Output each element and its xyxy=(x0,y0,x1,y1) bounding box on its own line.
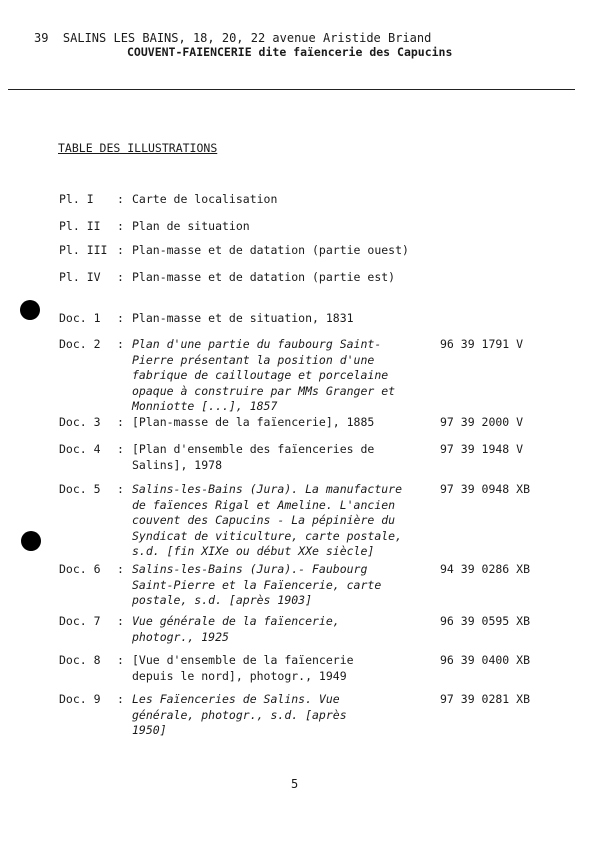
entry-description: [Plan-masse de la faïencerie], 1885 xyxy=(132,415,375,429)
entry-label: Doc. 8 xyxy=(59,653,101,667)
entry-description: Plan de situation xyxy=(132,219,250,233)
entry-label: Doc. 5 xyxy=(59,482,101,496)
entry-label: Doc. 1 xyxy=(59,311,101,325)
entry-colon: : xyxy=(117,415,124,429)
entry-colon: : xyxy=(117,442,124,456)
header-address: 39 SALINS LES BAINS, 18, 20, 22 avenue Aristide Briand xyxy=(34,31,432,45)
entry-description: [Vue d'ensemble de la faïencerie depuis le nord], photogr., 1949 xyxy=(132,653,354,683)
entry-label: Pl. IV xyxy=(59,270,101,284)
entry-colon: : xyxy=(117,243,124,257)
entry-description: Les Faïenceries de Salins. Vue générale, photogr., s.d. [après 1950] xyxy=(132,692,347,737)
entry-description: Plan d'une partie du faubourg Saint-Pierre présentant la position d'une fabrique de cailloutage et porcelaine opaque à construire par MMs Granger et Monniotte [...], 1857 xyxy=(132,337,396,413)
entry-label: Pl. III xyxy=(59,243,108,257)
entry-colon: : xyxy=(117,311,124,325)
entry-colon: : xyxy=(117,653,124,667)
entry-colon: : xyxy=(117,614,124,628)
header-rule xyxy=(8,89,575,90)
entry-description: Plan-masse et de datation (partie ouest) xyxy=(132,243,409,257)
entry-colon: : xyxy=(117,337,124,351)
entry-reference: 97 39 1948 V xyxy=(440,442,524,456)
entry-reference: 97 39 0948 XB xyxy=(440,482,531,496)
entry-reference: 97 39 0281 XB xyxy=(440,692,531,706)
entry-description: Plan-masse et de datation (partie est) xyxy=(132,270,396,284)
entry-reference: 96 39 1791 V xyxy=(440,337,524,351)
binder-hole xyxy=(21,531,41,551)
entry-reference: 94 39 0286 XB xyxy=(440,562,531,576)
entry-description: Salins-les-Bains (Jura). La manufacture de faïences Rigal et Ameline. L'ancien couvent des Capucins - La pépinière du Syndicat de viticulture, carte postale, s.d. [fin XIXe ou début XXe siècle] xyxy=(132,482,403,558)
entry-description: [Plan d'ensemble des faïenceries de Salins], 1978 xyxy=(132,442,375,472)
entry-colon: : xyxy=(117,192,124,206)
entry-description: Carte de localisation xyxy=(132,192,278,206)
entry-reference: 97 39 2000 V xyxy=(440,415,524,429)
binder-hole xyxy=(20,300,40,320)
entry-description: Vue générale de la faïencerie, photogr., 1925 xyxy=(132,614,340,644)
entry-colon: : xyxy=(117,692,124,706)
entry-colon: : xyxy=(117,482,124,496)
page-number: 5 xyxy=(291,777,299,791)
entry-label: Pl. II xyxy=(59,219,101,233)
entry-colon: : xyxy=(117,270,124,284)
entry-colon: : xyxy=(117,219,124,233)
entry-colon: : xyxy=(117,562,124,576)
entry-label: Doc. 6 xyxy=(59,562,101,576)
entry-label: Doc. 2 xyxy=(59,337,101,351)
section-title: TABLE DES ILLUSTRATIONS xyxy=(58,141,218,155)
entry-description: Salins-les-Bains (Jura).- Faubourg Saint-Pierre et la Faïencerie, carte postale, s.d. [après 1903] xyxy=(132,562,382,607)
entry-description: Plan-masse et de situation, 1831 xyxy=(132,311,354,325)
entry-reference: 96 39 0400 XB xyxy=(440,653,531,667)
entry-label: Doc. 3 xyxy=(59,415,101,429)
entry-label: Doc. 7 xyxy=(59,614,101,628)
entry-label: Doc. 4 xyxy=(59,442,101,456)
entry-label: Doc. 9 xyxy=(59,692,101,706)
entry-label: Pl. I xyxy=(59,192,94,206)
header-title: COUVENT-FAIENCERIE dite faïencerie des Capucins xyxy=(127,45,453,59)
entry-reference: 96 39 0595 XB xyxy=(440,614,531,628)
